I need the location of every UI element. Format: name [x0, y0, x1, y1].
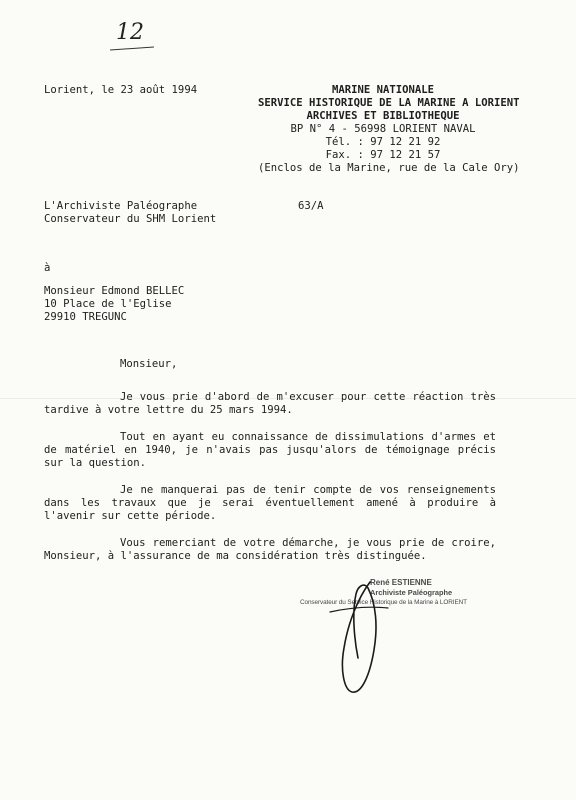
body-paragraph: Je vous prie d'abord de m'excuser pour cette réaction très tardive à votre lettre du 25 mars 1994. [44, 391, 496, 416]
handwritten-signature [318, 578, 408, 698]
stamp-name: René ESTIENNE [370, 578, 432, 587]
letterhead-postal: BP N° 4 - 56998 LORIENT NAVAL [290, 123, 476, 135]
stamp-office: Conservateur du Service Historique de la Marine à LORIENT [300, 599, 467, 606]
signature-underline-stroke [330, 607, 388, 612]
letterhead-organization: MARINE NATIONALE [331, 84, 435, 96]
letterhead-department: ARCHIVES ET BIBLIOTHEQUE [306, 110, 460, 122]
reference-number: 63/A [298, 200, 324, 212]
handwritten-page-number: 12 [116, 20, 144, 45]
stamp-role: Archiviste Paléographe [370, 588, 453, 597]
body-paragraph: Vous remerciant de votre démarche, je vous prie de croire, Monsieur, à l'assurance de ma considération très distinguée. [44, 537, 496, 562]
recipient-block [44, 285, 184, 324]
letterhead-telephone: Tél. : 97 12 21 92 [325, 136, 441, 148]
letterhead-service: SERVICE HISTORIQUE DE LA MARINE A LORIENT [258, 97, 520, 109]
salutation: Monsieur, [120, 358, 178, 370]
letterhead [258, 84, 520, 175]
place-and-date: Lorient, le 23 août 1994 [44, 84, 198, 96]
signature-stroke [342, 582, 376, 692]
recipient-name: Monsieur Edmond BELLEC [44, 285, 185, 297]
sender-subtitle: Conservateur du SHM Lorient [44, 213, 217, 225]
recipient-street: 10 Place de l'Eglise [44, 298, 172, 310]
recipient-city: 29910 TREGUNC [44, 311, 127, 323]
recipient-prefix: à [44, 262, 51, 274]
letter-body [44, 358, 496, 577]
sender-title: L'Archiviste Paléographe [44, 200, 198, 212]
body-paragraph: Je ne manquerai pas de tenir compte de vos renseignements dans les travaux que je serai éventuellement amené à produire à l'avenir sur cette période. [44, 484, 496, 522]
letterhead-address: (Enclos de la Marine, rue de la Cale Ory) [258, 162, 520, 174]
body-paragraph: Tout en ayant eu connaissance de dissimulations d'armes et de matériel en 1940, je n'avais pas jusqu'alors de témoignage précis sur la question. [44, 431, 496, 469]
sender-block [44, 200, 216, 226]
letterhead-fax: Fax. : 97 12 21 57 [325, 149, 441, 161]
